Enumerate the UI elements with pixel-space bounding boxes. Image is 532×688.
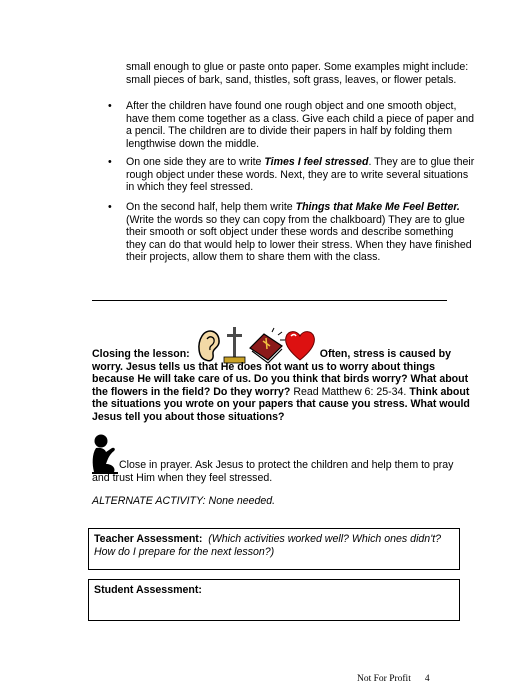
alternate-activity: ALTERNATE ACTIVITY: None needed.	[92, 495, 276, 507]
prayer-text	[92, 459, 472, 484]
closing-lesson	[92, 348, 472, 424]
footer-text: Not For Profit	[357, 674, 411, 684]
bullet-dot: •	[108, 100, 112, 112]
bullet-emphasis: Things that Make Me Feel Better.	[295, 201, 460, 213]
closing-lead: Often, stress is caused by worry. Jesus tells us that He does not want us to worry about things because He will take care of us. Do you think that birds worry? What about the flowers in the field? Do they worry?	[92, 348, 469, 398]
bullet-dot: •	[108, 201, 112, 213]
bullet-text	[126, 156, 476, 194]
closing-label: Closing the lesson:	[92, 348, 190, 360]
closing-reading: Read Matthew 6: 25-34.	[293, 385, 407, 398]
bullet-text: After the children have found one rough object and one smooth object, have them come together as a class. Give each child a piece of paper and a pencil. The children are to divide their papers in half by folding them lengthwise down the middle.	[126, 100, 475, 150]
page-number: 4	[424, 674, 430, 684]
section-divider	[92, 300, 447, 301]
bullet-text-part: On the second half, help them write	[126, 201, 296, 213]
teacher-assessment-prompt: (Which activities worked well? Which ones didn't? How do I prepare for the next lesson?)	[94, 533, 442, 558]
bullet-dot: •	[108, 156, 112, 168]
student-assessment-label: Student Assessment:	[94, 584, 202, 596]
closing-follow: Think about the situations you wrote on your papers that cause you stress. What would Jesus tell you about those situations?	[92, 385, 470, 423]
page-footer	[357, 673, 517, 686]
student-assessment-box	[88, 579, 460, 621]
prayer-text-content: Close in prayer. Ask Jesus to protect the children and help them to pray and trust Him when they feel stressed.	[92, 459, 454, 484]
bullet-text-part: . They are to glue their rough object under these words. Next, they are to write several situations in which they feel stressed.	[126, 156, 475, 194]
bullet-text-part: On one side they are to write	[126, 156, 265, 168]
bullet-emphasis: Times I feel stressed	[264, 156, 369, 168]
bullet-text	[126, 201, 476, 264]
intro-continuation: small enough to glue or paste onto paper. Some examples might include: small pieces of bark, sand, thistles, soft grass, leaves, or flower petals.	[126, 61, 469, 86]
teacher-assessment-label: Teacher Assessment:	[94, 533, 203, 545]
bullet-text-part: (Write the words so they can copy from the chalkboard) They are to glue their smooth or soft object under these words and describe something they can do that would help to lower their stress. When they have finished their projects, allow them to share them with the class.	[126, 213, 472, 264]
teacher-assessment-box	[88, 528, 460, 570]
